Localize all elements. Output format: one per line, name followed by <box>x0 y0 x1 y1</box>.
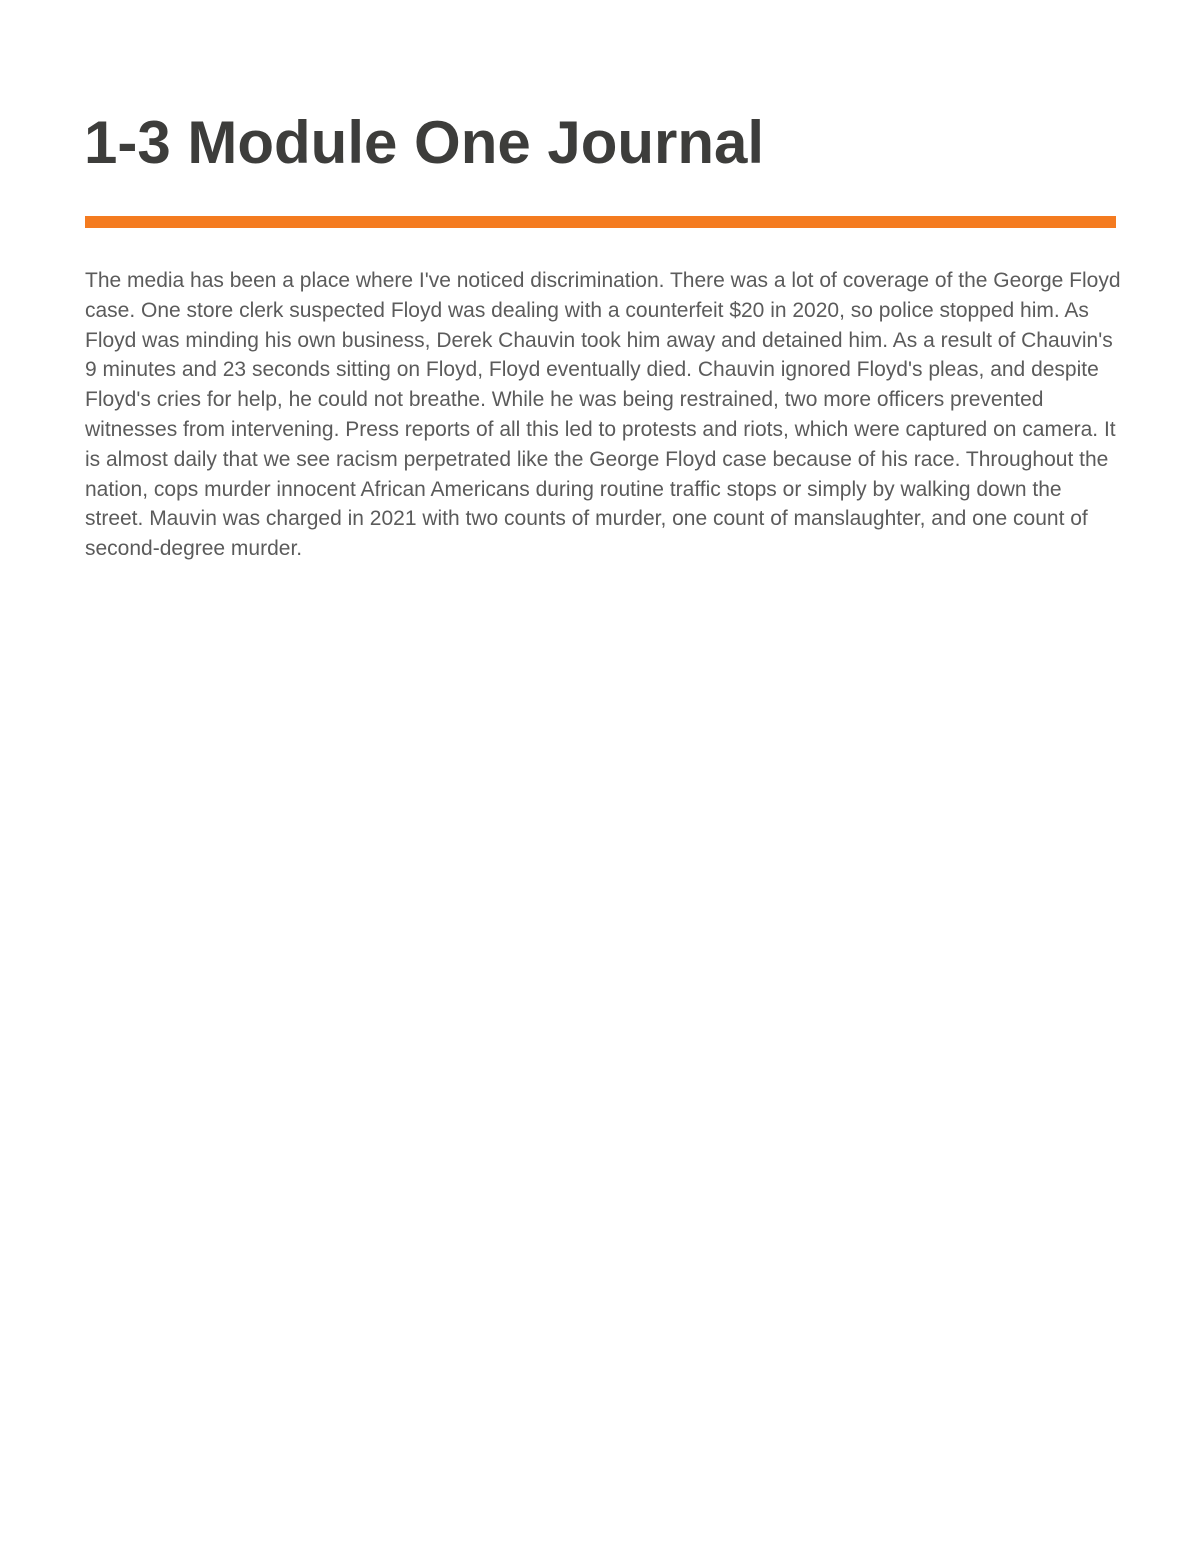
page-title: 1-3 Module One Journal <box>84 109 765 176</box>
title-divider <box>85 216 1116 228</box>
journal-body-paragraph: The media has been a place where I've noticed discrimination. There was a lot of coverage of the George Floyd case. One store clerk suspected Floyd was dealing with a counterfeit $20 in 2020, so police stopped him. As Floyd was minding his own business, Derek Chauvin took him away and detained him. As a result of Chauvin's 9 minutes and 23 seconds sitting on Floyd, Floyd eventually died. Chauvin ignored Floyd's pleas, and despite Floyd's cries for help, he could not breathe. While he was being restrained, two more officers prevented witnesses from intervening. Press reports of all this led to protests and riots, which were captured on camera. It is almost daily that we see racism perpetrated like the George Floyd case because of his race. Throughout the nation, cops murder innocent African Americans during routine traffic stops or simply by walking down the street. Mauvin was charged in 2021 with two counts of murder, one count of manslaughter, and one count of second-degree murder. <box>85 269 1121 561</box>
